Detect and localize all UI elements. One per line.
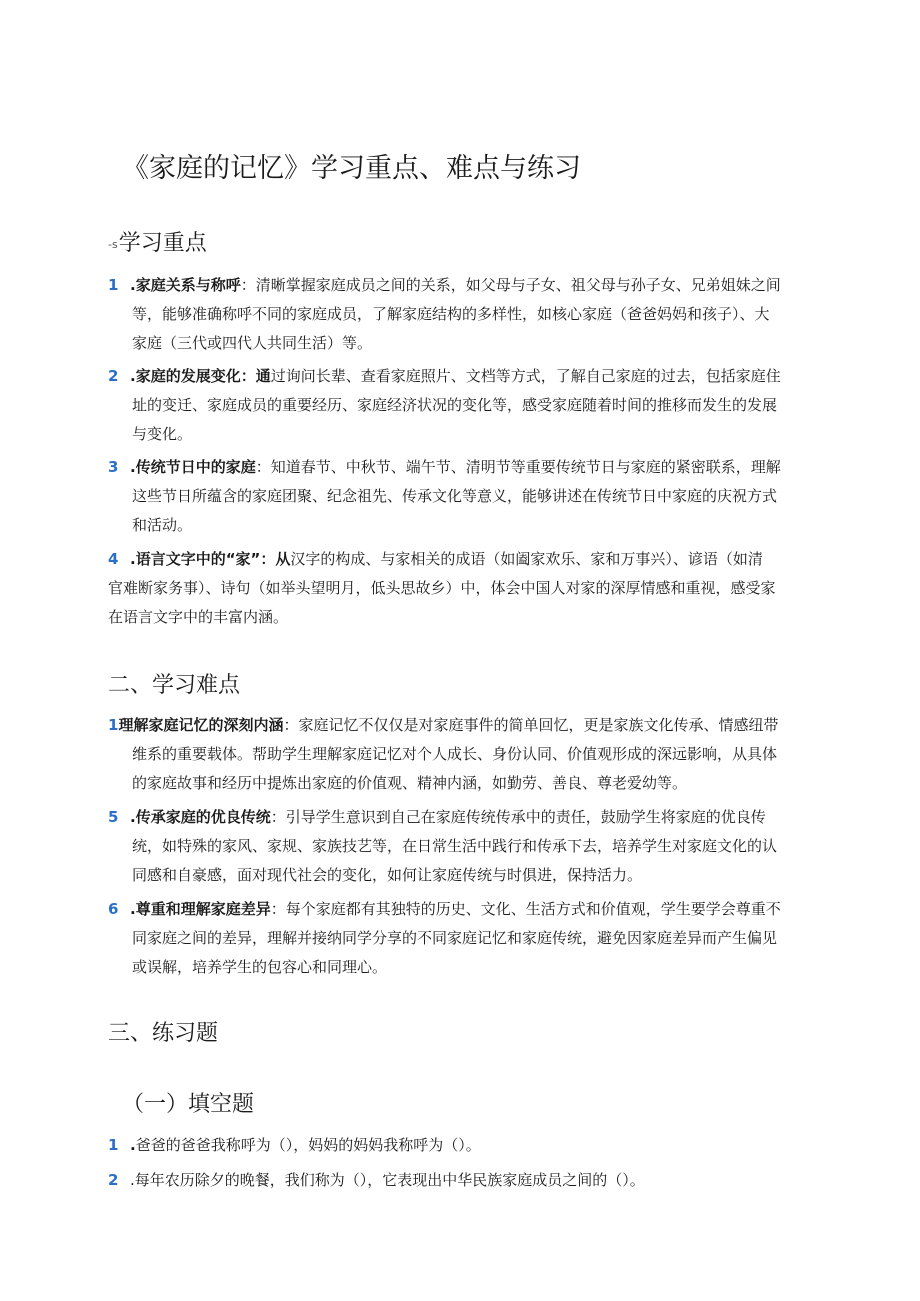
item-number: 1 (108, 276, 119, 294)
list-item: 3 .传统节日中的家庭：知道春节、中秋节、端午节、清明节等重要传统节日与家庭的紧密联系，理解 这些节日所蕴含的家庭团聚、纪念祖先、传承文化等意义，能够讲述在传统节日中家庭的庆祝方式 和活动。 (108, 453, 808, 540)
item-number: 1 (108, 716, 119, 734)
item-number: 2 (108, 1171, 119, 1189)
section-heading-difficulties: 二、学习难点 (108, 673, 241, 698)
item-term: 家庭的发展变化：通 (135, 367, 271, 385)
item-number: 3 (108, 458, 119, 476)
item-number: 2 (108, 367, 119, 385)
item-term: 传承家庭的优良传统 (135, 808, 271, 826)
item-number: 4 (108, 550, 119, 568)
list-item: 4 .语言文字中的“家”：从汉字的构成、与家相关的成语（如阖家欢乐、家和万事兴）、谚语（如清 官难断家务事）、诗句（如举头望明月，低头思故乡）中，体会中国人对家的深厚情感和重视，感受家 在语言文字中的丰富内涵。 (108, 545, 808, 632)
list-item: 6 .尊重和理解家庭差异：每个家庭都有其独特的历史、文化、生活方式和价值观，学生要学会尊重不 同家庭之间的差异，理解并接纳同学分享的不同家庭记忆和家庭传统，避免因家庭差异而产生偏见 或误解，培养学生的包容心和同理心。 (108, 895, 808, 982)
list-item: 1理解家庭记忆的深刻内涵：家庭记忆不仅仅是对家庭事件的简单回忆，更是家族文化传承、情感纽带 维系的重要载体。帮助学生理解家庭记忆对个人成长、身份认同、价值观形成的深远影响，从具体 的家庭故事和经历中提炼出家庭的价值观、精神内涵，如勤劳、善良、尊老爱幼等。 (108, 711, 808, 798)
item-term: 理解家庭记忆的深刻内涵 (118, 716, 284, 734)
item-term: 语言文字中的“家”：从 (135, 550, 291, 568)
document-title: 《家庭的记忆》学习重点、难点与练习 (122, 153, 581, 184)
list-item: 5 .传承家庭的优良传统：引导学生意识到自己在家庭传统传承中的责任，鼓励学生将家庭的优良传 统，如特殊的家风、家规、家族技艺等，在日常生活中践行和传承下去，培养学生对家庭文化的认 同感和自豪感，面对现代社会的变化，如何让家庭传统与时俱进，保持活力。 (108, 803, 808, 890)
exercise-text: 每年农历除夕的晚餐，我们称为（），它表现出中华民族家庭成员之间的（）。 (134, 1171, 645, 1189)
item-number: 1 (108, 1136, 119, 1154)
item-term: 尊重和理解家庭差异 (135, 900, 271, 918)
heading-text: 学习重点 (118, 231, 207, 256)
sub-heading-fill-in-blank: （一）填空题 (122, 1092, 255, 1117)
section-heading-exercises: 三、练习题 (108, 1021, 219, 1046)
exercise-text: 爸爸的爸爸我称呼为（），妈妈的妈妈我称呼为（）。 (135, 1136, 481, 1154)
item-term: 传统节日中的家庭 (135, 458, 256, 476)
exercise-item: 2 .每年农历除夕的晚餐，我们称为（），它表现出中华民族家庭成员之间的（）。 (108, 1166, 808, 1195)
item-number: 5 (108, 808, 119, 826)
item-term: 家庭关系与称呼 (135, 276, 241, 294)
section-heading-key-points (108, 226, 207, 257)
list-item: 1 .家庭关系与称呼：清晰掌握家庭成员之间的关系，如父母与子女、祖父母与孙子女、兄弟姐妹之间 等，能够准确称呼不同的家庭成员，了解家庭结构的多样性，如核心家庭（爸爸妈妈和孩子）、大 家庭（三代或四代人共同生活）等。 (108, 271, 808, 358)
item-number: 6 (108, 900, 119, 918)
heading-prefix: -s (108, 237, 118, 251)
exercise-item: 1 .爸爸的爸爸我称呼为（），妈妈的妈妈我称呼为（）。 (108, 1131, 808, 1160)
list-item: 2 .家庭的发展变化：通过询问长辈、查看家庭照片、文档等方式，了解自己家庭的过去，包括家庭住 址的变迁、家庭成员的重要经历、家庭经济状况的变化等，感受家庭随着时间的推移而发生的发展 与变化。 (108, 362, 808, 449)
